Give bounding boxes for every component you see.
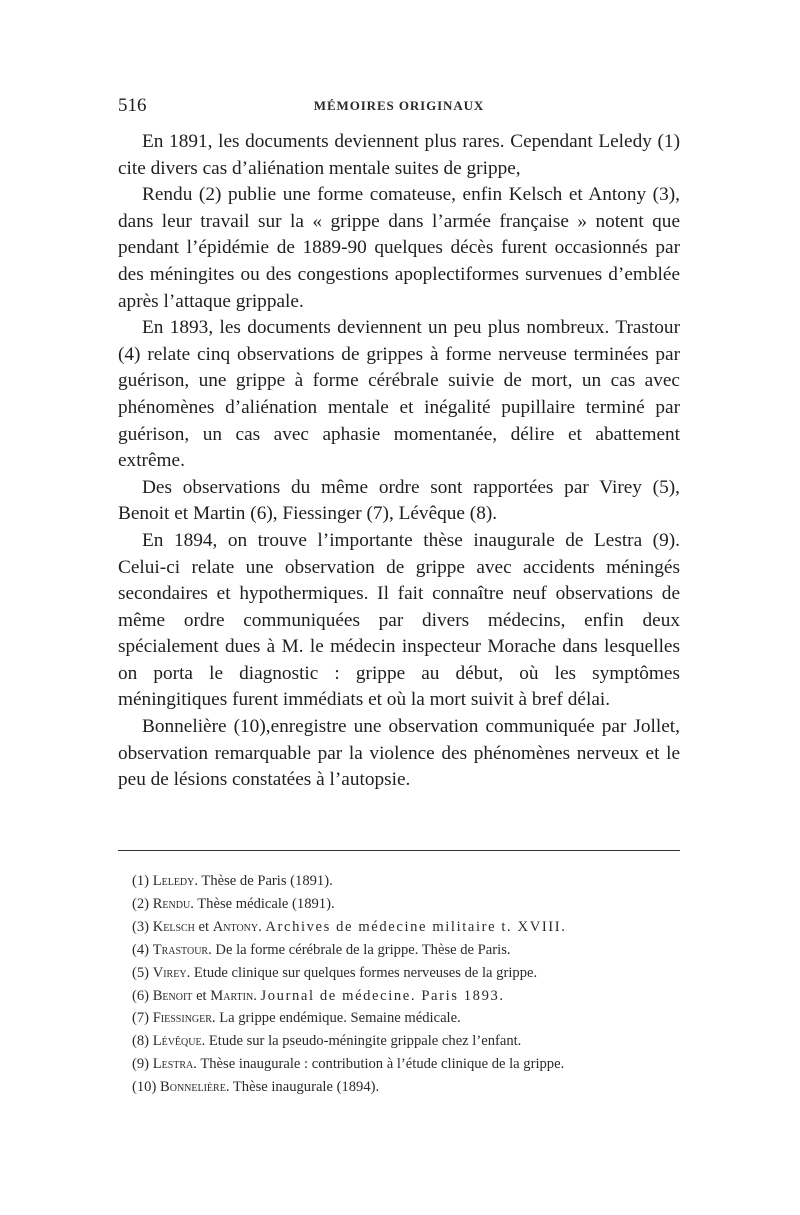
footnote-text: Thèse médicale (1891). (197, 895, 335, 912)
footnote-number: (10) (132, 1079, 157, 1096)
footnote-number: (2) (132, 895, 150, 912)
footnote-text: Thèse inaugurale : contribution à l’étude clinique de la grippe. (200, 1056, 565, 1073)
footnote-author: Martin (210, 987, 254, 1004)
footnotes (118, 870, 680, 1099)
footnote-text: De la forme cérébrale de la grippe. Thèse de Paris. (215, 941, 511, 958)
paragraph: En 1891, les documents deviennent plus rares. Cependant Leledy (1) cite divers cas d’aliénation mentale suites de grippe, (118, 131, 680, 179)
footnote: (7) Fiessinger. La grippe endémique. Semaine médicale. (132, 1010, 461, 1027)
page-header (118, 95, 680, 121)
footnote: (10) Bonnelière. Thèse inaugurale (1894). (132, 1079, 380, 1096)
footnote-author: Virey (152, 964, 187, 981)
footnote-joiner: et (192, 987, 211, 1004)
footnote-text: Thèse de Paris (1891). (201, 873, 333, 889)
footnote-number: (8) (132, 1033, 150, 1050)
paragraph: En 1894, on trouve l’importante thèse inaugurale de Lestra (9). Celui-ci relate une observation de grippe avec accidents méningés secondaires et hypothermiques. Il fait connaître neuf observations de même ordre communiquées par divers médecins, enfin deux spécialement dues à M. le médecin inspecteur Morache dans lesquelles on porta le diagnostic : grippe au début, où les symptômes méningitiques furent immédiats et où la mort suivit à bref délai. (118, 529, 680, 711)
footnote-number: (5) (132, 964, 150, 981)
footnote: (6) Benoit et Martin. Journal de médecine. Paris 1893. (132, 987, 505, 1004)
footnote-author: Rendu (152, 895, 191, 912)
footnote: (2) Rendu. Thèse médicale (1891). (132, 895, 335, 912)
footnote-text: Etude sur la pseudo-méningite grippale chez l’enfant. (208, 1033, 522, 1050)
running-head: MÉMOIRES ORIGINAUX (313, 98, 485, 113)
footnote: (1) Leledy. Thèse de Paris (1891). (132, 873, 333, 889)
footnote-number: (9) (132, 1056, 150, 1073)
paragraph: Rendu (2) publie une forme comateuse, enfin Kelsch et Antony (3), dans leur travail sur la « grippe dans l’armée française » notent que pendant l’épidémie de 1889-90 quelques décès furent occasionnés par des méningites ou des congestions apoplectiformes survenues d’emblée après l’attaque grippale. (118, 184, 680, 312)
footnote-author: Trastour (152, 941, 209, 958)
footnote-author: Lestra (152, 1056, 194, 1073)
footnote-author: Bonnelière (159, 1079, 226, 1096)
footnote-author: Kelsch (152, 918, 195, 935)
footnote-number: (4) (132, 941, 150, 958)
footnote-number: (1) (132, 873, 150, 889)
footnote-number: (3) (132, 918, 150, 935)
footnote-number: (6) (132, 987, 150, 1004)
footnote-text: La grippe endémique. Semaine médicale. (219, 1010, 461, 1027)
footnote-text: Etude clinique sur quelques formes nerveuses de la grippe. (193, 964, 538, 981)
footnote-joiner: et (194, 918, 213, 935)
paragraph: En 1893, les documents deviennent un peu plus nombreux. Trastour (4) relate cinq observations de grippes à forme nerveuse terminées par guérison, une grippe à forme cérébrale suivie de mort, un cas avec phénomènes d’aliénation mentale et inégalité pupillaire terminé par guérison, un cas avec aphasie momentanée, délire et abattement extrême. (118, 317, 680, 472)
footnote: (9) Lestra. Thèse inaugurale : contribution à l’étude clinique de la grippe. (132, 1056, 565, 1073)
paragraph: Bonnelière (10),enregistre une observation communiquée par Jollet, observation remarquable par la violence des phénomènes nerveux et le peu de lésions constatées à l’autopsie. (118, 716, 680, 791)
footnote-author: Fiessinger (152, 1010, 212, 1027)
footnote-author: Benoit (152, 987, 193, 1004)
footnote-number: (7) (132, 1010, 150, 1027)
footnote: (5) Virey. Etude clinique sur quelques formes nerveuses de la grippe. (132, 964, 538, 981)
footnote-author: Leledy (152, 873, 195, 889)
footnote-author: Lévêque (152, 1033, 202, 1050)
footnote: (8) Lévêque. Etude sur la pseudo-méningite grippale chez l’enfant. (132, 1033, 522, 1050)
paragraph: Des observations du même ordre sont rapportées par Virey (5), Benoit et Martin (6), Fiessinger (7), Lévêque (8). (118, 476, 680, 525)
footnote: (4) Trastour. De la forme cérébrale de la grippe. Thèse de Paris. (132, 941, 511, 958)
page-number: 516 (118, 95, 147, 116)
footnote-separator (118, 850, 680, 851)
footnote-text: Thèse inaugurale (1894). (232, 1079, 380, 1096)
footnote-author: Antony (212, 918, 259, 935)
body-text (118, 129, 680, 794)
footnote: (3) Kelsch et Antony. Archives de médecine militaire t. XVIII. (132, 918, 567, 935)
footnote-text: Archives de médecine militaire t. XVIII. (265, 918, 567, 935)
footnote-text: Journal de médecine. Paris 1893. (260, 987, 505, 1004)
